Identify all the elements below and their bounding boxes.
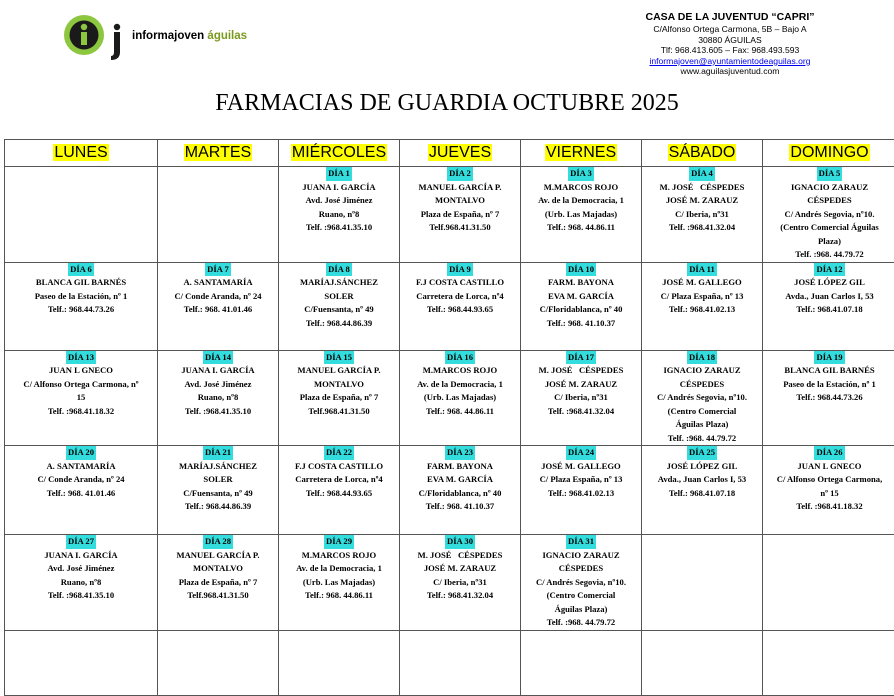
pharmacy-info-line: MONTALVO	[402, 194, 518, 208]
day-cell	[279, 350, 400, 446]
day-cell-content	[158, 535, 278, 603]
pharmacy-info-line: Av. de la Democracia, 1	[523, 194, 639, 208]
pharmacy-info-line: Telf.: 968.44.86.39	[160, 500, 276, 514]
pharmacy-info-line: C/ Iberia, nº31	[644, 208, 760, 222]
day-cell	[642, 262, 763, 350]
pharmacy-info-line: Telf. :968.41.35.10	[7, 589, 155, 603]
week-row	[5, 167, 894, 263]
day-cell	[763, 630, 894, 695]
pharmacy-info-line: Telf.: 968. 41.01.46	[160, 303, 276, 317]
contact-address: C/Alfonso Ortega Carmona, 5B – Bajo A	[620, 24, 840, 35]
pharmacy-info-line: Telf.: 968.44.86.39	[281, 317, 397, 331]
pharmacy-info-line: Plaza de España, nº 7	[402, 208, 518, 222]
day-number: DÍA 8	[326, 263, 352, 277]
day-number-line	[281, 351, 397, 365]
pharmacy-info-line: Telf.: 968.41.32.04	[402, 589, 518, 603]
day-cell	[400, 350, 521, 446]
day-number: DÍA 31	[566, 535, 596, 549]
informajoven-logo-icon	[62, 9, 132, 65]
pharmacy-info-line: Telf. :968.41.35.10	[281, 221, 397, 235]
weekday-label: MARTES	[184, 144, 252, 161]
pharmacy-info-line: JOSÉ M. GALLEGO	[644, 276, 760, 290]
pharmacy-info-line: Telf.968.41.31.50	[160, 589, 276, 603]
pharmacy-info-line: MANUEL GARCÍA P.	[402, 181, 518, 195]
logo-text	[132, 30, 247, 42]
pharmacy-info-line: C/ Andrés Segovia, nº10.	[523, 576, 639, 590]
pharmacy-info-line: M. JOSÉ CÉSPEDES	[402, 549, 518, 563]
pharmacy-info-line: (Urb. Las Majadas)	[523, 208, 639, 222]
day-cell	[5, 350, 158, 446]
weekday-label: MIÉRCOLES	[291, 144, 387, 161]
pharmacy-info-line: C/ Andrés Segovia, nº10.	[765, 208, 894, 222]
day-cell	[5, 630, 158, 695]
pharmacy-info-line: 15	[7, 391, 155, 405]
day-number: DÍA 28	[203, 535, 233, 549]
pharmacy-info-line: Telf.: 968.41.07.18	[765, 303, 894, 317]
contact-block	[620, 11, 840, 77]
day-cell	[400, 630, 521, 695]
day-cell	[763, 167, 894, 263]
pharmacy-info-line: BLANCA GIL BARNÉS	[7, 276, 155, 290]
pharmacy-info-line: Telf. :968.41.35.10	[160, 405, 276, 419]
day-number-line	[644, 167, 760, 181]
day-cell-content	[5, 263, 157, 317]
pharmacy-info-line: C/ Andrés Segovia, nº10.	[644, 391, 760, 405]
pharmacy-info-line: JUANA I. GARCÍA	[7, 549, 155, 563]
pharmacy-info-line: (Urb. Las Majadas)	[281, 576, 397, 590]
day-number: DÍA 23	[445, 446, 475, 460]
pharmacy-info-line: Telf.: 968. 41.10.37	[523, 317, 639, 331]
day-cell-content	[642, 263, 762, 317]
day-number-line	[523, 263, 639, 277]
day-cell	[158, 535, 279, 631]
day-number: DÍA 13	[66, 351, 96, 365]
contact-website: www.aguilasjuventud.com	[620, 66, 840, 77]
pharmacy-info-line: Telf.: 968. 41.01.46	[7, 487, 155, 501]
day-number-line	[523, 167, 639, 181]
pharmacy-info-line: C/ Iberia, nº31	[402, 576, 518, 590]
day-number-line	[160, 263, 276, 277]
weekday-header	[5, 140, 158, 167]
pharmacy-info-line: Ruano, nº8	[160, 391, 276, 405]
day-cell	[279, 630, 400, 695]
day-cell	[158, 630, 279, 695]
pharmacy-info-line: Plaza)	[765, 235, 894, 249]
day-cell-content	[5, 446, 157, 500]
pharmacy-info-line: A. SANTAMARÍA	[7, 460, 155, 474]
pharmacy-info-line: EVA M. GARCÍA	[523, 290, 639, 304]
day-number-line	[281, 167, 397, 181]
pharmacy-info-line: Telf.: 968.41.07.18	[644, 487, 760, 501]
day-cell	[521, 446, 642, 535]
day-cell	[279, 446, 400, 535]
day-cell-content	[158, 351, 278, 419]
pharmacy-info-line: CÉSPEDES	[523, 562, 639, 576]
pharmacy-info-line: Carretera de Lorca, nº4	[281, 473, 397, 487]
pharmacy-info-line: C/ Conde Aranda, nº 24	[7, 473, 155, 487]
pharmacy-info-line: IGNACIO ZARAUZ	[644, 364, 760, 378]
pharmacy-info-line: C/Floridablanca, nº 40	[402, 487, 518, 501]
day-cell-content	[279, 351, 399, 419]
day-cell	[400, 167, 521, 263]
pharmacy-info-line: Telf. :968. 44.79.72	[644, 432, 760, 446]
weekday-label: JUEVES	[428, 144, 492, 161]
day-number-line	[7, 263, 155, 277]
day-number: DÍA 1	[326, 167, 352, 181]
pharmacy-info-line: Telf. :968.41.32.04	[523, 405, 639, 419]
day-cell	[279, 535, 400, 631]
pharmacy-info-line: Telf.: 968.41.02.13	[644, 303, 760, 317]
day-number-line	[402, 167, 518, 181]
pharmacy-info-line: Avda., Juan Carlos I, 53	[765, 290, 894, 304]
day-cell-content	[642, 351, 762, 446]
day-number: DÍA 26	[814, 446, 844, 460]
pharmacy-info-line: JOSÉ M. ZARAUZ	[523, 378, 639, 392]
pharmacy-info-line: SOLER	[281, 290, 397, 304]
weekday-header	[279, 140, 400, 167]
day-cell	[279, 167, 400, 263]
pharmacy-info-line: MARÍAJ.SÁNCHEZ	[160, 460, 276, 474]
pharmacy-info-line: M. JOSÉ CÉSPEDES	[523, 364, 639, 378]
pharmacy-info-line: Telf.: 968.41.02.13	[523, 487, 639, 501]
pharmacy-info-line: Telf. :968.41.18.32	[765, 500, 894, 514]
pharmacy-info-line: JUANA I. GARCÍA	[281, 181, 397, 195]
day-number-line	[7, 351, 155, 365]
day-cell	[521, 262, 642, 350]
day-number: DÍA 4	[689, 167, 715, 181]
pharmacy-info-line: JOSÉ LÓPEZ GIL	[644, 460, 760, 474]
organization-name: CASA DE LA JUVENTUD “CAPRI”	[620, 11, 840, 24]
pharmacy-info-line: C/ Iberia, nº31	[523, 391, 639, 405]
pharmacy-info-line: JUAN L GNECO	[765, 460, 894, 474]
pharmacy-info-line: Telf. :968.41.18.32	[7, 405, 155, 419]
day-number-line	[644, 351, 760, 365]
pharmacy-info-line: Avd. José Jiménez	[160, 378, 276, 392]
day-number-line	[402, 446, 518, 460]
day-number-line	[644, 263, 760, 277]
weekday-header	[521, 140, 642, 167]
pharmacy-info-line: M.MARCOS ROJO	[281, 549, 397, 563]
pharmacy-info-line: M.MARCOS ROJO	[402, 364, 518, 378]
pharmacy-info-line: MONTALVO	[281, 378, 397, 392]
pharmacy-info-line: Avda., Juan Carlos I, 53	[644, 473, 760, 487]
pharmacy-info-line: Águilas Plaza)	[523, 603, 639, 617]
day-number: DÍA 11	[687, 263, 717, 277]
pharmacy-info-line: MARÍAJ.SÁNCHEZ	[281, 276, 397, 290]
day-number-line	[765, 167, 894, 181]
day-number-line	[7, 535, 155, 549]
day-cell	[5, 262, 158, 350]
day-cell	[642, 350, 763, 446]
day-cell-content	[400, 167, 520, 235]
logo-brand-highlight: águilas	[207, 30, 247, 42]
day-number-line	[160, 446, 276, 460]
week-row	[5, 535, 894, 631]
day-number-line	[402, 535, 518, 549]
day-cell-content	[400, 446, 520, 514]
calendar-table	[4, 139, 894, 696]
day-number-line	[523, 446, 639, 460]
logo-brand: informajoven	[132, 30, 204, 42]
weekday-header-row	[5, 140, 894, 167]
day-cell	[5, 167, 158, 263]
day-cell	[642, 630, 763, 695]
day-cell-content	[400, 535, 520, 603]
day-number: DÍA 16	[445, 351, 475, 365]
pharmacy-info-line: JUAN L GNECO	[7, 364, 155, 378]
day-cell	[400, 262, 521, 350]
contact-phone: Tlf: 968.413.605 – Fax: 968.493.593	[620, 45, 840, 56]
day-cell-content	[642, 167, 762, 235]
day-number-line	[281, 535, 397, 549]
week-row	[5, 446, 894, 535]
pharmacy-info-line: (Centro Comercial	[523, 589, 639, 603]
week-row	[5, 262, 894, 350]
pharmacy-info-line: C/ Alfonso Ortega Carmona, nº	[7, 378, 155, 392]
day-number: DÍA 30	[445, 535, 475, 549]
day-number: DÍA 25	[687, 446, 717, 460]
day-number-line	[160, 351, 276, 365]
pharmacy-info-line: C/ Conde Aranda, nº 24	[160, 290, 276, 304]
day-cell	[521, 535, 642, 631]
pharmacy-info-line: Avd. José Jiménez	[7, 562, 155, 576]
pharmacy-info-line: EVA M. GARCÍA	[402, 473, 518, 487]
day-cell-content	[158, 446, 278, 514]
pharmacy-info-line: Telf.968.41.31.50	[281, 405, 397, 419]
day-cell	[158, 262, 279, 350]
pharmacy-info-line: M.MARCOS ROJO	[523, 181, 639, 195]
pharmacy-info-line: SOLER	[160, 473, 276, 487]
day-cell-content	[521, 535, 641, 630]
weekday-header	[400, 140, 521, 167]
pharmacy-info-line: IGNACIO ZARAUZ	[523, 549, 639, 563]
pharmacy-info-line: A. SANTAMARÍA	[160, 276, 276, 290]
day-cell	[400, 446, 521, 535]
day-number: DÍA 20	[66, 446, 96, 460]
day-cell	[763, 535, 894, 631]
day-number: DÍA 29	[324, 535, 354, 549]
day-cell	[158, 350, 279, 446]
day-number: DÍA 6	[68, 263, 94, 277]
day-cell	[5, 535, 158, 631]
pharmacy-info-line: Telf.: 968.44.73.26	[7, 303, 155, 317]
day-cell-content	[279, 446, 399, 500]
day-number-line	[765, 351, 894, 365]
day-number-line	[644, 446, 760, 460]
day-number-line	[281, 263, 397, 277]
day-cell	[521, 167, 642, 263]
pharmacy-info-line: Telf.: 968.44.93.65	[281, 487, 397, 501]
pharmacy-info-line: C/Floridablanca, nº 40	[523, 303, 639, 317]
day-number: DÍA 21	[203, 446, 233, 460]
day-cell-content	[642, 446, 762, 500]
pharmacy-info-line: CÉSPEDES	[644, 378, 760, 392]
day-cell	[763, 350, 894, 446]
day-cell-content	[521, 446, 641, 500]
day-number: DÍA 27	[66, 535, 96, 549]
pharmacy-info-line: Telf. :968.41.32.04	[644, 221, 760, 235]
pharmacy-info-line: (Urb. Las Majadas)	[402, 391, 518, 405]
day-cell-content	[763, 167, 894, 262]
pharmacy-info-line: C/Fuensanta, nº 49	[281, 303, 397, 317]
day-number-line	[765, 446, 894, 460]
pharmacy-info-line: Telf. :968. 44.79.72	[523, 616, 639, 630]
day-cell-content	[763, 263, 894, 317]
day-cell-content	[400, 351, 520, 419]
pharmacy-info-line: Telf. :968. 44.79.72	[765, 248, 894, 262]
day-cell-content	[279, 263, 399, 331]
weekday-label: DOMINGO	[789, 144, 869, 161]
day-cell	[5, 446, 158, 535]
day-cell-content	[5, 351, 157, 419]
pharmacy-info-line: JOSÉ M. GALLEGO	[523, 460, 639, 474]
pharmacy-info-line: C/ Alfonso Ortega Carmona,	[765, 473, 894, 487]
day-cell-content	[763, 446, 894, 514]
day-number: DÍA 18	[687, 351, 717, 365]
pharmacy-info-line: FARM. BAYONA	[523, 276, 639, 290]
pharmacy-info-line: C/ Plaza España, nº 13	[523, 473, 639, 487]
day-cell	[158, 446, 279, 535]
day-number-line	[160, 535, 276, 549]
pharmacy-info-line: Paseo de la Estación, nº 1	[7, 290, 155, 304]
pharmacy-info-line: MANUEL GARCÍA P.	[281, 364, 397, 378]
contact-email-link[interactable]: informajoven@ayuntamientodeaguilas.org	[620, 56, 840, 67]
day-number-line	[281, 446, 397, 460]
day-cell-content	[158, 263, 278, 317]
week-row	[5, 350, 894, 446]
pharmacy-info-line: (Centro Comercial	[644, 405, 760, 419]
pharmacy-info-line: Telf.968.41.31.50	[402, 221, 518, 235]
pharmacy-info-line: Telf.: 968. 44.86.11	[402, 405, 518, 419]
day-cell	[642, 535, 763, 631]
day-cell-content	[400, 263, 520, 317]
day-number: DÍA 14	[203, 351, 233, 365]
day-cell	[642, 446, 763, 535]
day-cell	[642, 167, 763, 263]
pharmacy-info-line: MANUEL GARCÍA P.	[160, 549, 276, 563]
pharmacy-info-line: JOSÉ M. ZARAUZ	[402, 562, 518, 576]
day-number: DÍA 2	[447, 167, 473, 181]
weekday-header	[642, 140, 763, 167]
pharmacy-info-line: F.J COSTA CASTILLO	[402, 276, 518, 290]
day-cell	[521, 350, 642, 446]
day-cell-content	[279, 167, 399, 235]
day-number: DÍA 15	[324, 351, 354, 365]
day-number-line	[765, 263, 894, 277]
pharmacy-info-line: FARM. BAYONA	[402, 460, 518, 474]
pharmacy-info-line: Telf.: 968.44.93.65	[402, 303, 518, 317]
pharmacy-info-line: IGNACIO ZARAUZ	[765, 181, 894, 195]
weekday-header	[158, 140, 279, 167]
day-cell-content	[279, 535, 399, 603]
day-number: DÍA 22	[324, 446, 354, 460]
day-number: DÍA 7	[205, 263, 231, 277]
day-number: DÍA 17	[566, 351, 596, 365]
pharmacy-info-line: Plaza de España, nº 7	[281, 391, 397, 405]
day-number: DÍA 3	[568, 167, 594, 181]
day-cell	[763, 446, 894, 535]
day-number: DÍA 24	[566, 446, 596, 460]
contact-city: 30880 ÁGUILAS	[620, 35, 840, 46]
pharmacy-info-line: BLANCA GIL BARNÉS	[765, 364, 894, 378]
week-row	[5, 630, 894, 695]
day-cell	[521, 630, 642, 695]
pharmacy-info-line: C/ Plaza España, nº 13	[644, 290, 760, 304]
day-number-line	[402, 263, 518, 277]
informajoven-logo	[62, 9, 272, 65]
day-number: DÍA 12	[814, 263, 844, 277]
pharmacy-info-line: Águilas Plaza)	[644, 418, 760, 432]
pharmacy-info-line: Telf.: 968. 44.86.11	[281, 589, 397, 603]
weekday-label: VIERNES	[545, 144, 617, 161]
pharmacy-info-line: Ruano, nº8	[7, 576, 155, 590]
day-number: DÍA 10	[566, 263, 596, 277]
day-cell	[763, 262, 894, 350]
day-cell	[279, 262, 400, 350]
pharmacy-info-line: F.J COSTA CASTILLO	[281, 460, 397, 474]
day-number-line	[523, 535, 639, 549]
pharmacy-info-line: nº 15	[765, 487, 894, 501]
pharmacy-info-line: Av. de la Democracia, 1	[402, 378, 518, 392]
page-title: FARMACIAS DE GUARDIA OCTUBRE 2025	[0, 88, 894, 118]
pharmacy-info-line: Telf.: 968. 41.10.37	[402, 500, 518, 514]
pharmacy-info-line: Avd. José Jiménez	[281, 194, 397, 208]
day-number: DÍA 5	[817, 167, 843, 181]
pharmacy-info-line: Ruano, nº8	[281, 208, 397, 222]
pharmacy-info-line: CÉSPEDES	[765, 194, 894, 208]
pharmacy-info-line: Carretera de Lorca, nº4	[402, 290, 518, 304]
day-number-line	[402, 351, 518, 365]
day-cell-content	[5, 535, 157, 603]
pharmacy-info-line: M. JOSÉ CÉSPEDES	[644, 181, 760, 195]
pharmacy-info-line: (Centro Comercial Águilas	[765, 221, 894, 235]
day-cell-content	[521, 351, 641, 419]
pharmacy-info-line: Telf.: 968. 44.86.11	[523, 221, 639, 235]
day-cell-content	[521, 263, 641, 331]
pharmacy-info-line: C/Fuensanta, nº 49	[160, 487, 276, 501]
day-cell-content	[763, 351, 894, 405]
day-number-line	[7, 446, 155, 460]
weekday-header	[763, 140, 894, 167]
day-number-line	[523, 351, 639, 365]
pharmacy-info-line: Av. de la Democracia, 1	[281, 562, 397, 576]
weekday-label: LUNES	[53, 144, 108, 161]
pharmacy-info-line: MONTALVO	[160, 562, 276, 576]
day-cell-content	[521, 167, 641, 235]
day-cell	[158, 167, 279, 263]
pharmacy-info-line: Paseo de la Estación, nº 1	[765, 378, 894, 392]
day-number: DÍA 19	[814, 351, 844, 365]
pharmacy-info-line: JUANA I. GARCÍA	[160, 364, 276, 378]
pharmacy-info-line: Telf.: 968.44.73.26	[765, 391, 894, 405]
day-number: DÍA 9	[447, 263, 473, 277]
weekday-label: SÁBADO	[668, 144, 737, 161]
pharmacy-info-line: Plaza de España, nº 7	[160, 576, 276, 590]
pharmacy-info-line: JOSÉ LÓPEZ GIL	[765, 276, 894, 290]
day-cell	[400, 535, 521, 631]
pharmacy-info-line: JOSÉ M. ZARAUZ	[644, 194, 760, 208]
